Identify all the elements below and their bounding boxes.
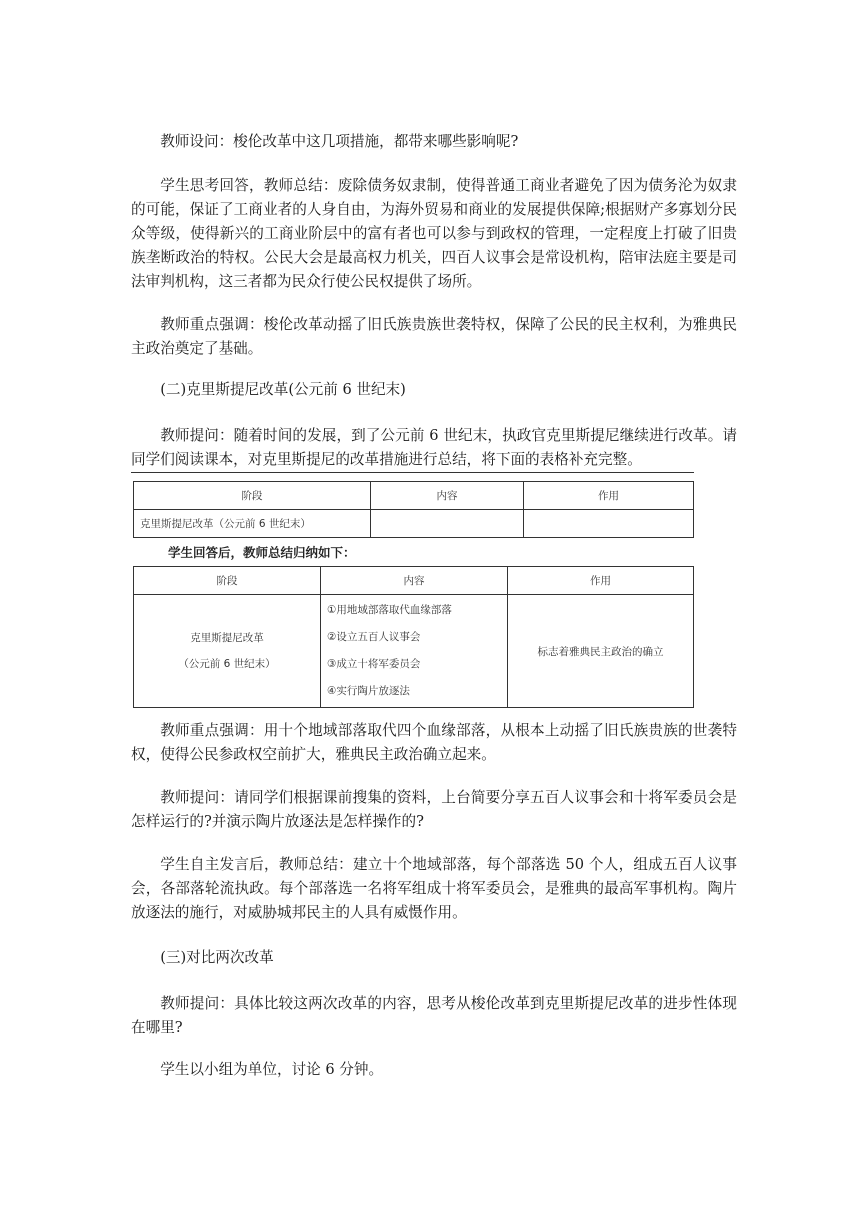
- paragraph-teacher-emphasis-1: 教师重点强调：梭伦改革动摇了旧氏族贵族世袭特权，保障了公民的民主权利，为雅典民主政治奠定了基础。: [131, 316, 737, 357]
- table-cell-content-blank: [371, 510, 524, 538]
- section-heading-cleisthenes: (二)克里斯提尼改革(公元前 6 世纪末): [160, 381, 406, 398]
- paragraph-teacher-emphasis-2: 教师重点强调：用十个地域部落取代四个血缘部落，从根本上动摇了旧氏族贵族的世袭特权，使得公民参政权空前扩大，雅典民主政治确立起来。: [131, 722, 737, 763]
- content-item: ①用地域部落取代血缘部落: [327, 604, 452, 616]
- table-cell-content: [321, 595, 508, 708]
- table-caption: 学生回答后，教师总结归纳如下：: [168, 545, 356, 560]
- table-header-stage: 阶段: [134, 482, 371, 510]
- table-header-content: 内容: [321, 567, 508, 595]
- section-heading-compare: (三)对比两次改革: [160, 949, 274, 966]
- table-cell-effect-blank: [524, 510, 694, 538]
- paragraph-teacher-question-4: 教师提问：具体比较这两次改革的内容，思考从梭伦改革到克里斯提尼改革的进步性体现在哪里?: [131, 995, 737, 1036]
- divider-line: [131, 472, 694, 473]
- content-item: ②设立五百人议事会: [327, 631, 421, 643]
- paragraph-teacher-question-2: 教师提问：随着时间的发展，到了公元前 6 世纪末，执政官克里斯提尼继续进行改革。请同学们阅读课本，对克里斯提尼的改革措施进行总结，将下面的表格补充完整。: [131, 427, 737, 468]
- content-item: ④实行陶片放逐法: [327, 685, 410, 697]
- paragraph-teacher-question-3: 教师提问：请同学们根据课前搜集的资料，上台简要分享五百人议事会和十将军委员会是怎样运行的?并演示陶片放逐法是怎样操作的?: [131, 789, 737, 830]
- table-row: [134, 595, 694, 708]
- table-cell-effect: 标志着雅典民主政治的确立: [508, 595, 694, 708]
- table-cell-stage: [134, 595, 321, 708]
- stage-period: （公元前 6 世纪末）: [178, 658, 276, 670]
- table-header-effect: 作用: [524, 482, 694, 510]
- completed-summary-table: [133, 566, 694, 708]
- stage-name: 克里斯提尼改革: [190, 632, 264, 644]
- paragraph-group-discussion: 学生以小组为单位，讨论 6 分钟。: [160, 1061, 384, 1078]
- table-header-stage: 阶段: [134, 567, 321, 595]
- table-header-content: 内容: [371, 482, 524, 510]
- blank-summary-table: [133, 481, 694, 538]
- paragraph-student-speech-summary: 学生自主发言后，教师总结：建立十个地域部落，每个部落选 50 个人，组成五百人议事会，各部落轮流执政。每个部落选一名将军组成十将军委员会，是雅典的最高军事机构。陶片放逐法的施行，对威胁城邦民主的人具有威慑作用。: [131, 856, 737, 921]
- table-cell-stage: 克里斯提尼改革（公元前 6 世纪末）: [134, 510, 371, 538]
- table-row: [134, 510, 694, 538]
- content-item: ③成立十将军委员会: [327, 658, 421, 670]
- paragraph-teacher-question-1: 教师设问：梭伦改革中这几项措施，都带来哪些影响呢?: [160, 133, 519, 150]
- paragraph-student-answer-summary: 学生思考回答，教师总结：废除债务奴隶制，使得普通工商业者避免了因为债务沦为奴隶的可能，保证了工商业者的人身自由，为海外贸易和商业的发展提供保障;根据财产多寡划分民众等级，使得新兴的工商业阶层中的富有者也可以参与到政权的管理，一定程度上打破了旧贵族垄断政治的特权。公民大会是最高权力机关，四百人议事会是常设机构，陪审法庭主要是司法审判机构，这三者都为民众行使公民权提供了场所。: [131, 177, 737, 290]
- table-header-effect: 作用: [508, 567, 694, 595]
